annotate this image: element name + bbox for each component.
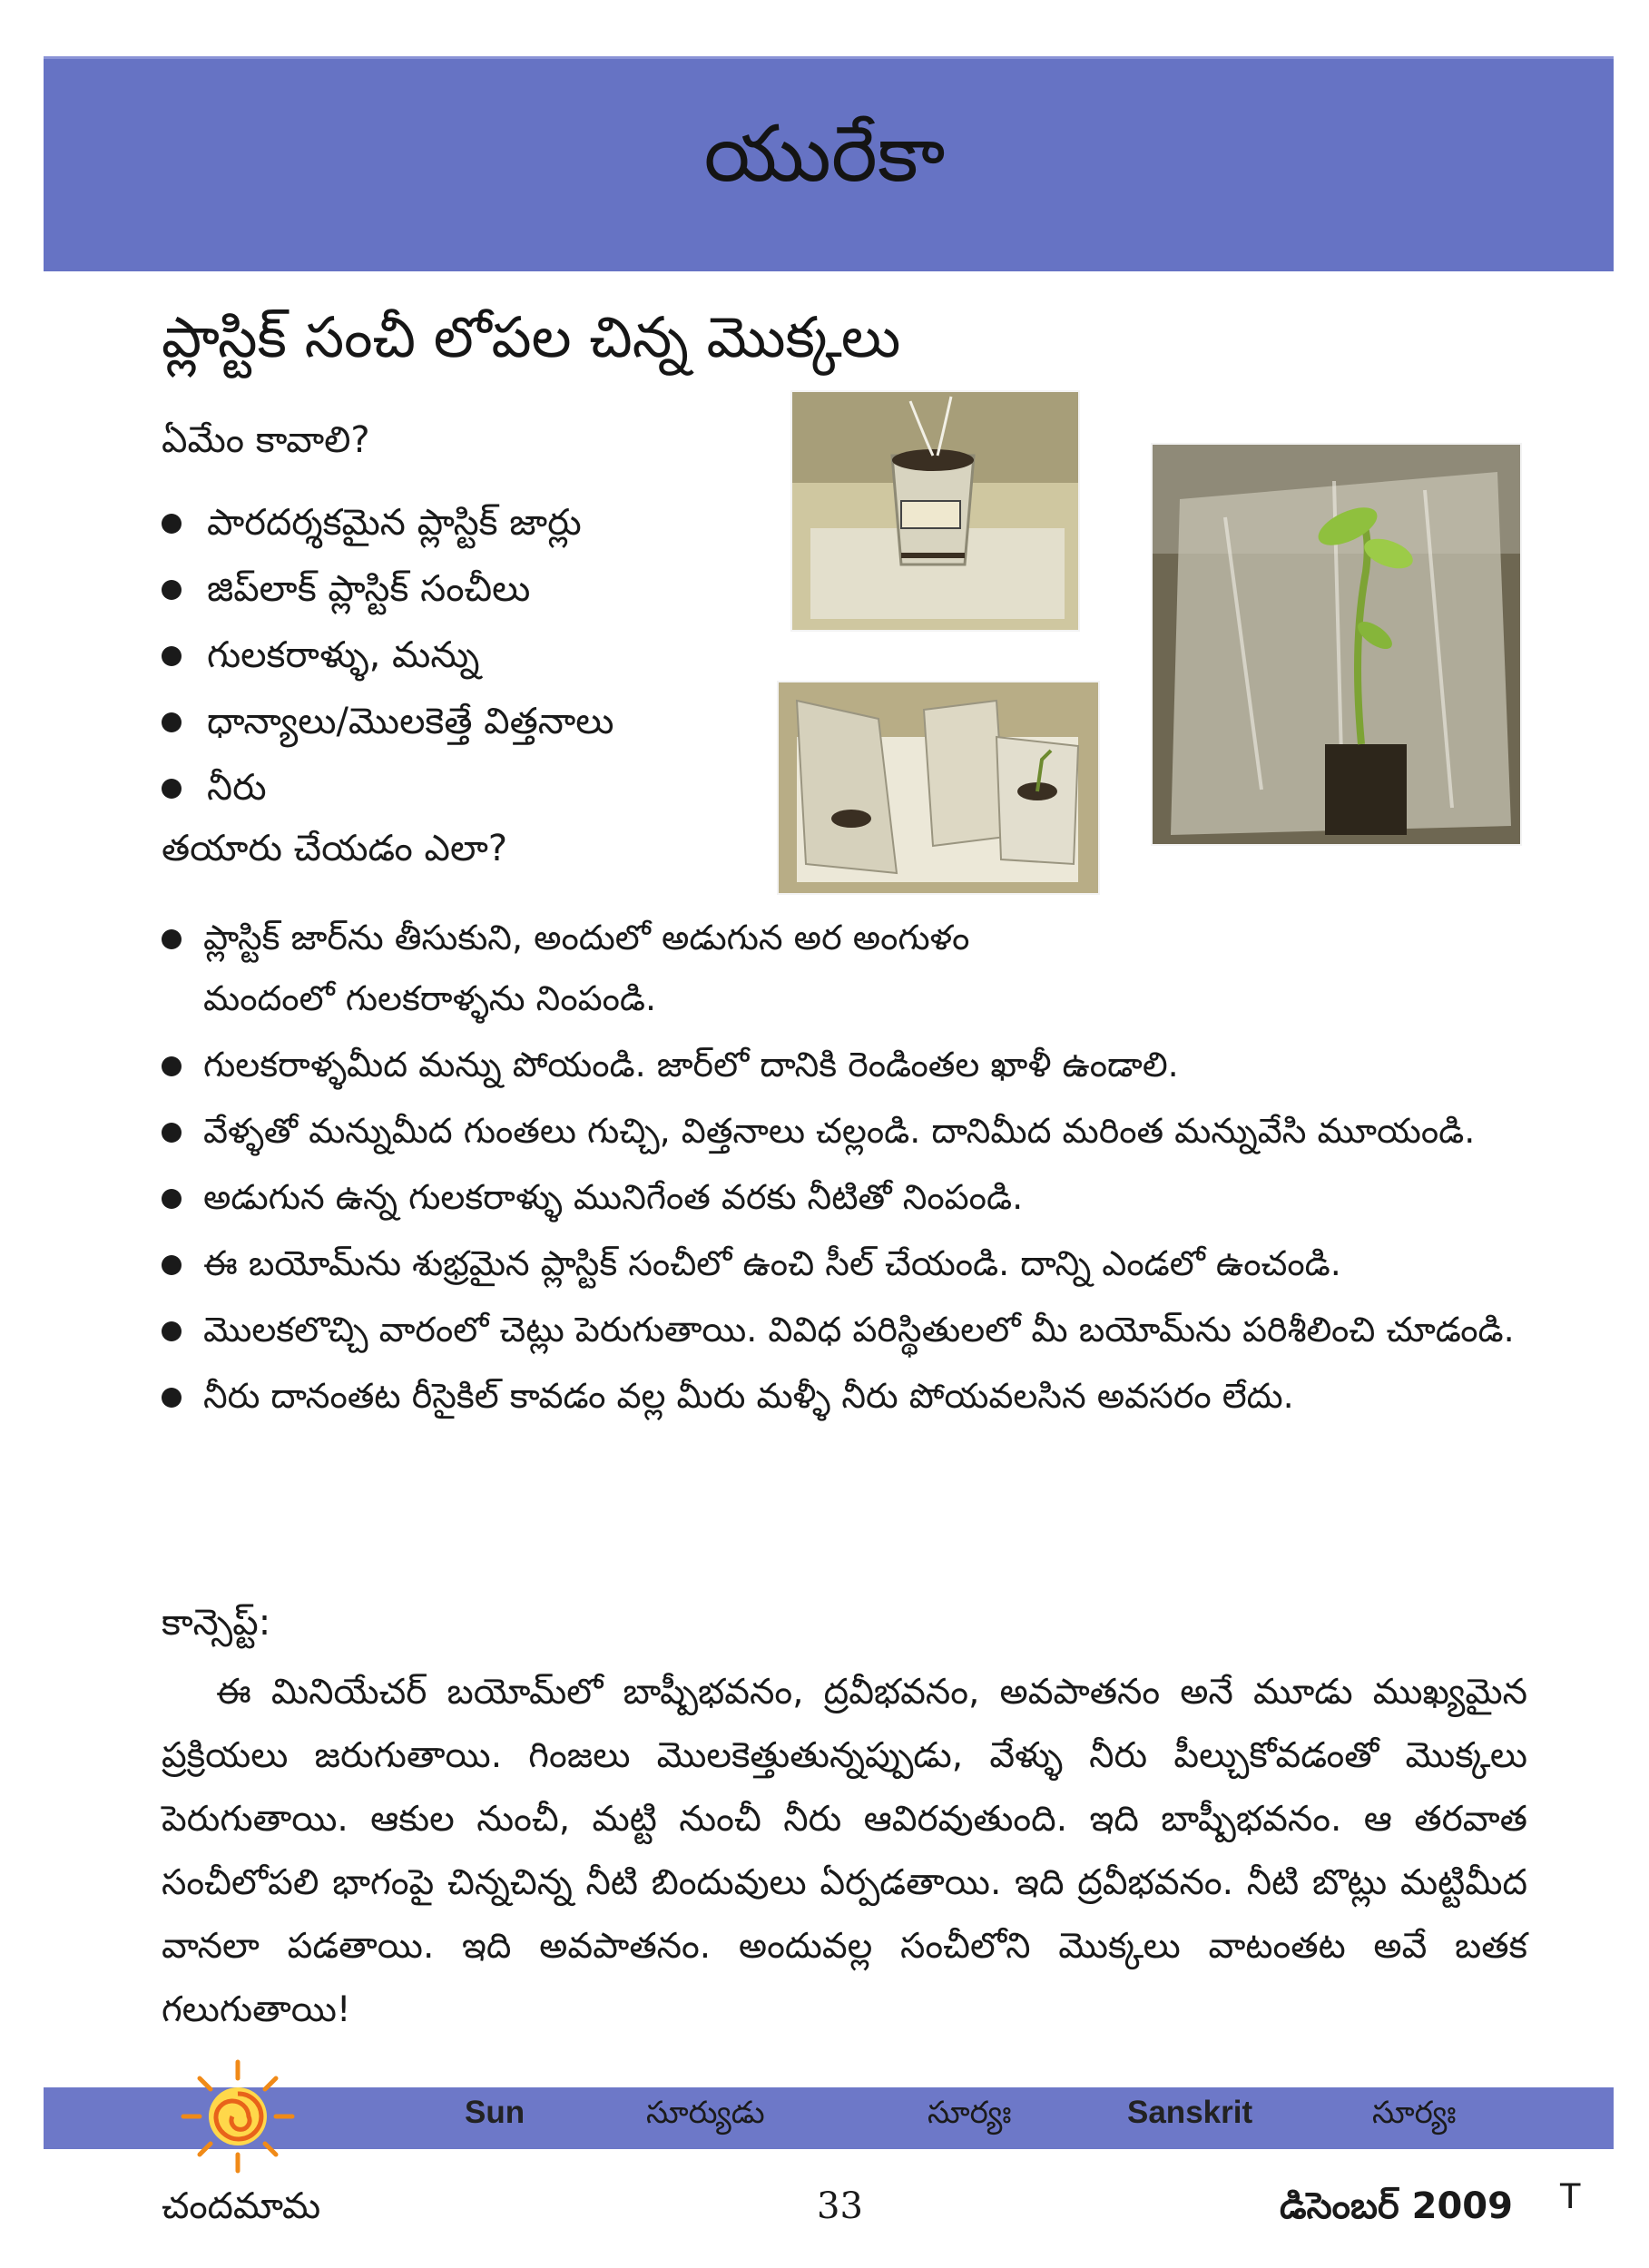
method-steps (162, 908, 1532, 1432)
list-item: ధాన్యాలు/మొలకెత్తే విత్తనాలు (162, 689, 613, 755)
list-item: వేళ్ళతో మన్నుమీద గుంతలు గుచ్చి, విత్తనాలు చల్లండి. దానిమీద మరింత మన్నువేసి మూయండి. (162, 1101, 1532, 1162)
bullet-icon (162, 1123, 182, 1143)
bullet-icon (162, 580, 182, 600)
issue-date: డిసెంబర్ 2009 (1280, 2185, 1513, 2227)
strip-sanskrit-label: Sanskrit (1127, 2095, 1253, 2130)
list-item: నీరు (162, 755, 613, 821)
strip-sun-english: Sun (465, 2095, 525, 2130)
strip-surya: సూర్యః (1372, 2095, 1457, 2131)
bullet-icon (162, 1321, 182, 1341)
list-item: అడుగున ఉన్న గులకరాళ్ళు మునిగేంత వరకు నీటితో నింపండి. (162, 1167, 1532, 1228)
photo-plastic-jar (792, 392, 1078, 630)
list-item: పారదర్శకమైన ప్లాస్టిక్ జార్లు (162, 490, 613, 556)
photo-bagged-jars (779, 682, 1098, 893)
concept-heading: కాన్సెప్ట్: (162, 1602, 271, 1644)
list-item: జిప్‌లాక్ ప్లాస్టిక్ సంచీలు (162, 556, 613, 623)
strip-sun-telugu: సూర్యుడు (646, 2095, 765, 2131)
sun-icon (174, 2053, 301, 2180)
bullet-icon (162, 646, 182, 666)
page-number: 33 (817, 2185, 863, 2227)
list-item: ఈ బయోమ్‌ను శుభ్రమైన ప్లాస్టిక్ సంచీలో ఉంచి సీల్ చేయండి. దాన్ని ఎండలో ఉంచండి. (162, 1233, 1532, 1294)
bullet-icon (162, 712, 182, 732)
materials-heading: ఏమేం కావాలి? (162, 419, 370, 461)
photo-seedling-in-bag (1153, 445, 1520, 844)
bullet-icon (162, 779, 182, 799)
bullet-icon (162, 514, 182, 534)
bullet-icon (162, 1056, 182, 1076)
article-heading: ప్లాస్టిక్ సంచీ లోపల చిన్న మొక్కలు (162, 304, 901, 370)
bullet-icon (162, 1388, 182, 1408)
materials-list (162, 490, 613, 821)
list-item: గులకరాళ్ళమీద మన్ను పోయండి. జార్‌లో దానికి రెండింతల ఖాళీ ఉండాలి. (162, 1035, 1532, 1095)
strip-sun-sanskrit: సూర్యః (928, 2095, 1012, 2131)
list-item: మొలకలొచ్చి వారంలో చెట్లు పెరుగుతాయి. వివిధ పరిస్థితులలో మీ బయోమ్‌ను పరిశీలించి చూడండి. (162, 1300, 1532, 1360)
bullet-icon (162, 1255, 182, 1275)
method-heading: తయారు చేయడం ఎలా? (162, 828, 508, 869)
bullet-icon (162, 929, 182, 949)
bullet-icon (162, 1189, 182, 1209)
concept-paragraph: ఈ మినియేచర్ బయోమ్‌లో బాష్పీభవనం, ద్రవీభవనం, అవపాతనం అనే మూడు ముఖ్యమైన ప్రక్రియలు జరుగుతాయి. గింజలు మొలకెత్తుతున్నప్పుడు, వేళ్ళు నీరు పీల్చుకోవడంతో మొక్కలు పెరుగుతాయి. ఆకుల నుంచీ, మట్టి నుంచీ నీరు ఆవిరవుతుంది. ఇది బాష్పీభవనం. ఆ తరవాత సంచీలోపలి భాగంపై చిన్నచిన్న నీటి బిందువులు ఏర్పడతాయి. ఇది ద్రవీభవనం. నీటి బొట్లు మట్టిమీద వానలా పడతాయి. ఇది అవపాతనం. అందువల్ల సంచీలోని మొక్కలు వాటంతట అవే బతక గలుగుతాయి! (162, 1672, 1527, 2030)
section-title: యురేకా (703, 109, 946, 200)
magazine-name: చందమామ (162, 2185, 321, 2227)
list-item: నీరు దానంతట రీసైకిల్ కావడం వల్ల మీరు మళ్ళీ నీరు పోయవలసిన అవసరం లేదు. (162, 1366, 1532, 1427)
corner-mark: T (1559, 2176, 1582, 2216)
list-item: ప్లాస్టిక్ జార్‌ను తీసుకుని, అందులో అడుగున అర అంగుళం మందంలో గులకరాళ్ళను నింపండి. (162, 908, 1532, 1029)
list-item: గులకరాళ్ళు, మన్ను (162, 623, 613, 689)
